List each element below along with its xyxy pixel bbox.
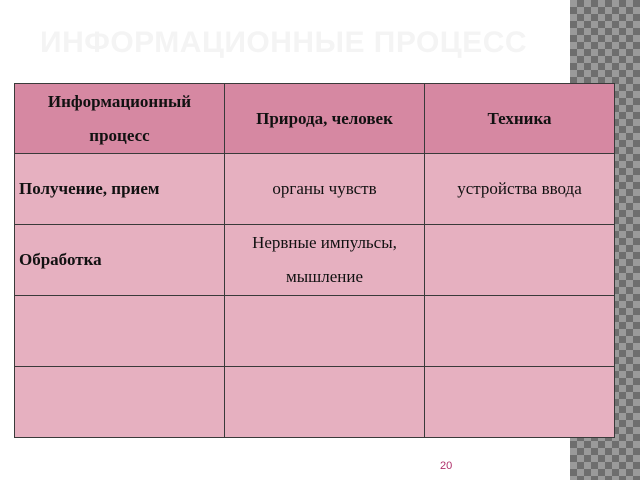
table-cell: органы чувств [225,154,425,225]
table-row [15,225,615,296]
slide-title [40,26,557,60]
header-cell-nature: Природа, человек [225,84,425,154]
page-number: 20 [440,460,453,472]
row-label-cell [15,296,225,367]
table-row [15,296,615,367]
table-row [15,367,615,438]
table-header-row [15,84,615,154]
table-cell [425,367,615,438]
row-label-cell: Обработка [15,225,225,296]
row-label-cell: Получение, прием [15,154,225,225]
table-cell [425,225,615,296]
header-cell-process: Информационный процесс [15,84,225,154]
table-row [15,154,615,225]
process-table [14,83,615,438]
table-cell: Нервные импульсы, мышление [225,225,425,296]
table-cell [225,296,425,367]
row-label-cell [15,367,225,438]
slide-title-last-letter: Ы [527,26,557,59]
table-cell [425,296,615,367]
table-cell: устройства ввода [425,154,615,225]
table-cell [225,367,425,438]
header-cell-technique: Техника [425,84,615,154]
slide-title-main: ИНФОРМАЦИОННЫЕ ПРОЦЕСС [40,26,528,59]
